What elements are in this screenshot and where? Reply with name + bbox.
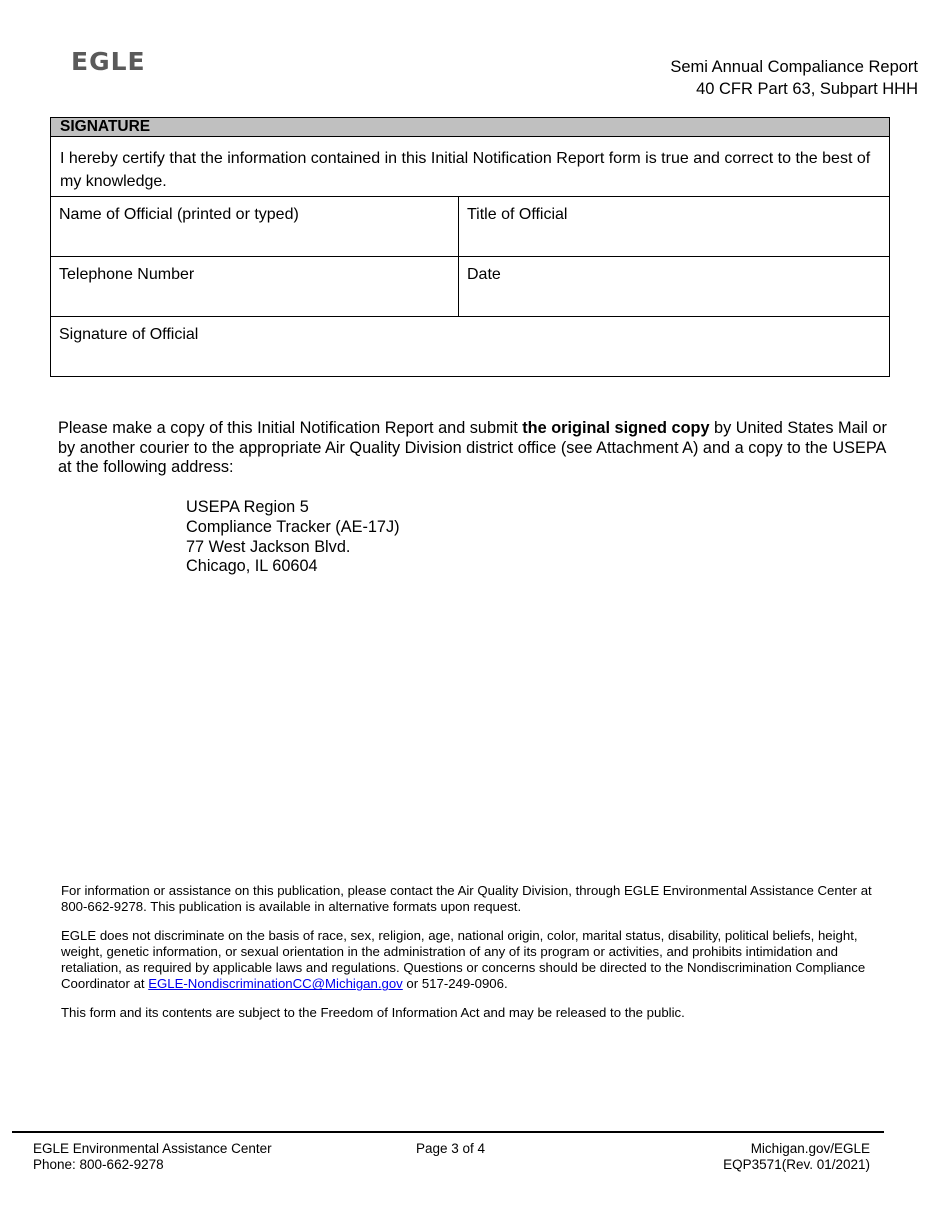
- official-name-label: Name of Official (printed or typed): [59, 206, 299, 223]
- date-field[interactable]: [459, 257, 889, 316]
- page-number: Page 3 of 4: [416, 1141, 486, 1156]
- foia-paragraph: This form and its contents are subject to the Freedom of Information Act and may be released to the public.: [61, 1004, 685, 1020]
- report-subtitle: 40 CFR Part 63, Subpart HHH: [696, 80, 918, 98]
- signature-row-name-title: [51, 197, 889, 257]
- signature-label: Signature of Official: [59, 326, 199, 343]
- report-header: [670, 56, 918, 100]
- submission-instructions: Please make a copy of this Initial Notification Report and submit the original signed copy by United States Mail or by another courier to the appropriate Air Quality Division district office (see Attachment A) and a copy to the USEPA at the following address:: [58, 419, 887, 476]
- publication-info: [61, 883, 881, 1033]
- telephone-field[interactable]: [51, 257, 459, 316]
- nondiscrimination-paragraph: EGLE does not discriminate on the basis of race, sex, religion, age, national origin, color, marital status, disability, political beliefs, height, weight, genetic information, or sexual orientation in the administration of any of its program or activities, and prohibits intimidation and retaliation, as required by applicable laws and regulations. Questions or concerns should be directed to the Nondiscrimination Compliance Coordinator at EGLE-NondiscriminationCC@Michigan.gov or 517-249-0906.: [61, 927, 866, 992]
- date-label: Date: [467, 266, 501, 283]
- report-title: Semi Annual Compaliance Report: [670, 58, 918, 76]
- egle-logo: EGLE: [71, 47, 146, 76]
- telephone-label: Telephone Number: [59, 266, 195, 283]
- certification-statement: I hereby certify that the information contained in this Initial Notification Report form is true and correct to the best of my knowledge.: [51, 137, 889, 197]
- signature-row-official: [51, 317, 889, 376]
- signature-table: [50, 117, 890, 377]
- signature-heading: SIGNATURE: [51, 118, 889, 137]
- original-signed-copy-emphasis: the original signed copy: [522, 419, 710, 437]
- official-title-label: Title of Official: [467, 206, 568, 223]
- footer-contact: EGLE Environmental Assistance Center Phone: 800-662-9278: [33, 1141, 272, 1172]
- footer-divider: [12, 1131, 884, 1133]
- nondiscrimination-email-link[interactable]: EGLE-NondiscriminationCC@Michigan.gov: [148, 976, 403, 992]
- signature-field[interactable]: [51, 317, 889, 376]
- usepa-address: USEPA Region 5 Compliance Tracker (AE-17J) 77 West Jackson Blvd. Chicago, IL 60604: [186, 498, 400, 576]
- official-name-field[interactable]: [51, 197, 459, 256]
- signature-row-phone-date: [51, 257, 889, 317]
- assistance-paragraph: For information or assistance on this publication, please contact the Air Quality Division, through EGLE Environmental Assistance Center at 800-662-9278. This publication is available in alternative formats upon request.: [61, 883, 872, 915]
- official-title-field[interactable]: [459, 197, 889, 256]
- footer-form-id: Michigan.gov/EGLE EQP3571(Rev. 01/2021): [723, 1141, 870, 1172]
